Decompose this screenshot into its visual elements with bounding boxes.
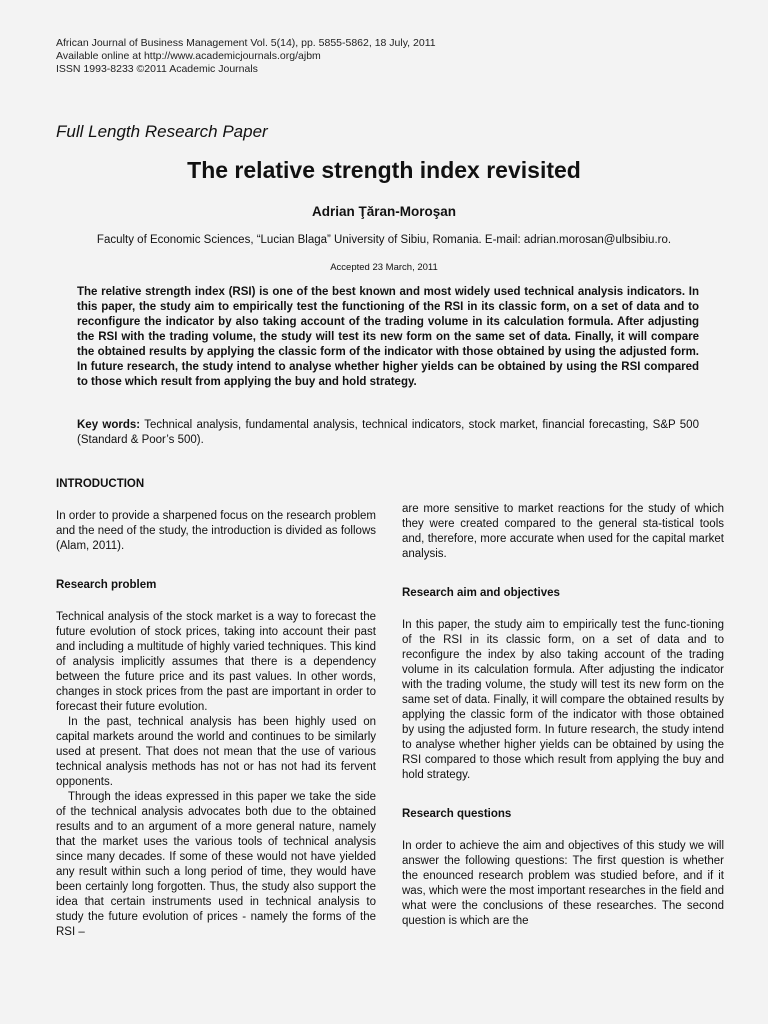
paper-title: The relative strength index revisited	[187, 157, 581, 183]
abstract: The relative strength index (RSI) is one of the best known and most widely used technical analysis indicators. In this paper, the study aim to empirically test the functioning of the RSI in its classic form, on a set of data and to reconfigure the indicator by also taking account of the trading volume in its calculation formula. After adjusting the RSI with the trading volume, the study will test its new form on the same set of data. Finally, it will compare the obtained results by applying the classic form of the indicator with those obtained by using the adjusted form. In future research, the study intend to analyse whether higher yields can be obtained by using the RSI compared to those which result from applying the buy and hold strategy.	[77, 286, 699, 388]
accepted-date: Accepted 23 March, 2011	[330, 262, 438, 273]
section-heading-introduction: INTRODUCTION	[56, 478, 145, 490]
paper-type: Full Length Research Paper	[56, 122, 268, 141]
author-name: Adrian Ţăran-Moroşan	[311, 204, 457, 219]
journal-online-link[interactable]: Available online at http://www.academicjournals.org/ajbm	[56, 50, 321, 62]
intro-paragraph: In order to provide a sharpened focus on the research problem and the need of the study, the introduction is divided as follows (Alam, 2011).	[56, 510, 376, 552]
right-column	[402, 502, 724, 929]
journal-header	[56, 37, 436, 76]
left-column	[56, 477, 376, 940]
journal-issn: ISSN 1993-8233 ©2011 Academic Journals	[56, 63, 258, 75]
keywords-label: Key words:	[77, 419, 141, 431]
journal-citation: African Journal of Business Management Vol. 5(14), pp. 5855-5862, 18 July, 2011	[56, 37, 436, 49]
continued-paragraph: are more sensitive to market reactions for the study of which they were created compared to the general sta-tistical tools and, therefore, more accurate when used for the capital market analysis.	[402, 503, 724, 560]
aim-paragraph: In this paper, the study aim to empirically test the func-tioning of the RSI in its classic form, on a set of data and to reconfigure the index by also taking account of the trading volume in its calculation formula. After adjusting the indicator with the trading volume, the study will test its new form on the same set of data. Finally, it will compare the obtained results by applying the classic form of the indicator with those obtained by using the adjusted form. In future research, the study intend to analyse whether higher yields can be obtained by using the RSI compared to those which result from applying the buy and hold strategy.	[402, 619, 724, 781]
keywords-text: Technical analysis, fundamental analysis, technical indicators, stock market, financial forecasting, S&P 500 (Standard & Poor’s 500).	[77, 419, 699, 446]
keywords	[77, 418, 699, 448]
problem-paragraph-2: In the past, technical analysis has been highly used on capital markets around the world and continues to be similarly used at present. That does not mean that the use of various technical analysis methods has not or has not had its fervent opponents.	[56, 716, 376, 788]
problem-paragraph-3: Through the ideas expressed in this paper we take the side of the technical analysis advocates both due to the obtained results and to an argument of a more general nature, namely that the market uses the various tools of technical analysis since many decades. If some of these would not have yielded any result within such a long period of time, they would have been certainly long forgotten. Thus, the study also support the idea that certain instruments used in technical analysis to study the future evolution of prices - namely the forms of the RSI –	[56, 791, 376, 938]
subheading-research-aim: Research aim and objectives	[402, 587, 560, 599]
questions-paragraph: In order to achieve the aim and objectives of this study we will answer the following questions: The first question is whether the enounced research problem was studied before, and if it was, which were the most important researches in the field and what were the conclusions of these researches. The second question is which are the	[402, 840, 724, 927]
problem-paragraph-1: Technical analysis of the stock market is a way to forecast the future evolution of stock prices, taking into account their past and including a multitude of highly varied techniques. This kind of analysis implicitly assumes that there is a dependency between the future price and its past values. In other words, changes in stock prices from the past are important in order to forecast their future evolution.	[56, 611, 376, 713]
author-affiliation: Faculty of Economic Sciences, “Lucian Blaga” University of Sibiu, Romania. E-mail: adrian.morosan@ulbsibiu.ro.	[96, 234, 672, 246]
subheading-research-questions: Research questions	[402, 808, 512, 820]
subheading-research-problem: Research problem	[56, 579, 157, 591]
